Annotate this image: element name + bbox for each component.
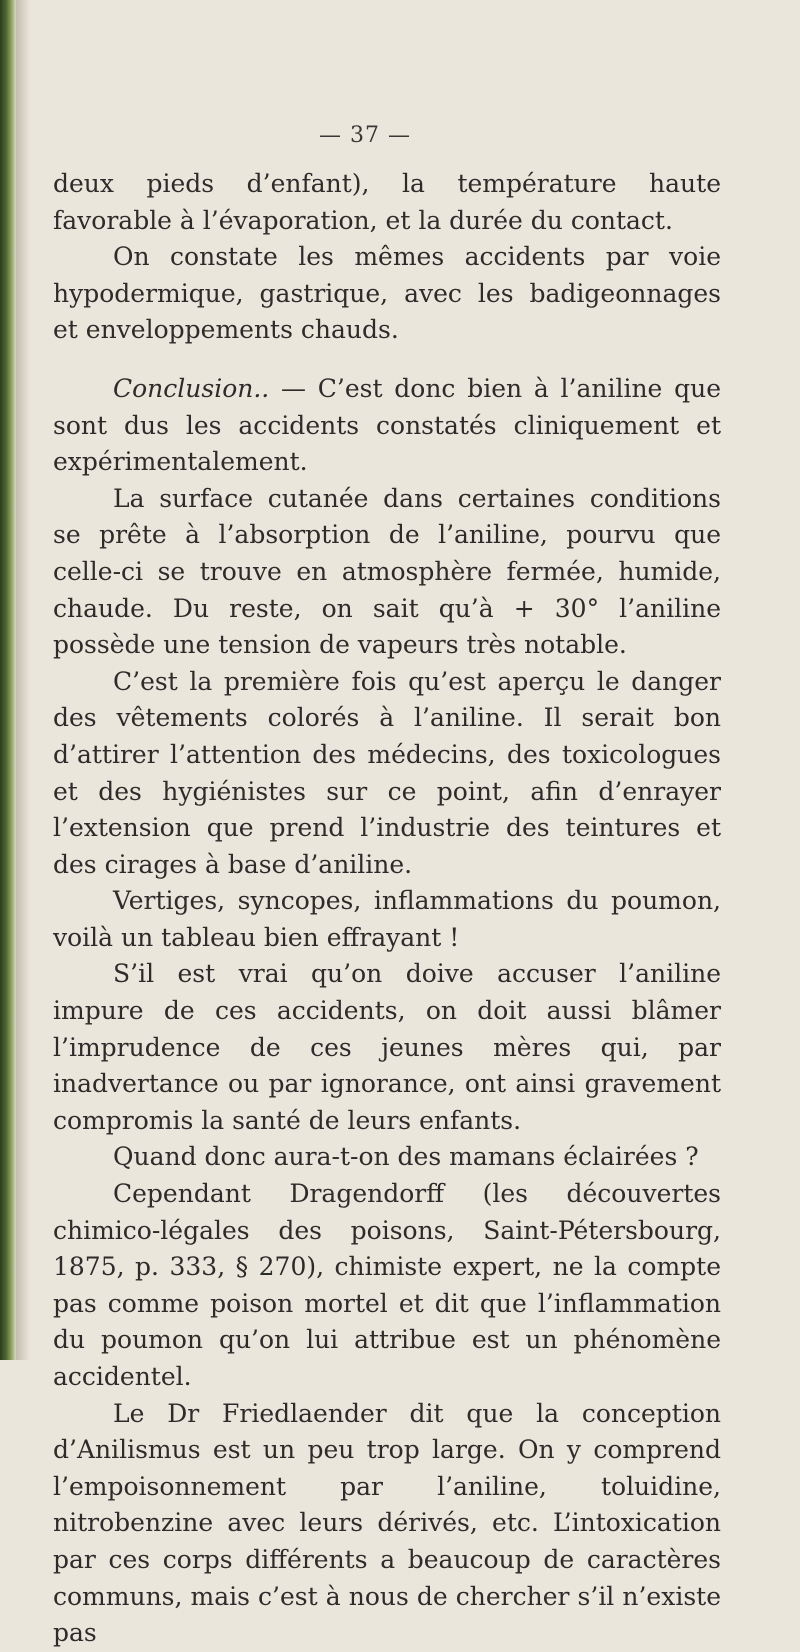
page-number: — 37 — — [319, 123, 411, 148]
conclusion-heading: Conclusion.. — [113, 373, 270, 403]
paragraph-friedlaender: Le Dr Friedlaender dit que la conception d’Anilismus est un peu trop large. On y comprend l’empoisonnement par l’aniline, toluidine, nitrobenzine avec leurs dérivés, etc. L’intoxication par ces corps différents a beaucoup de caractères communs, mais c’est à nous de chercher s’il n’existe pas — [53, 1398, 721, 1648]
body-text — [53, 166, 721, 1652]
paragraph-hypodermic: On constate les mêmes accidents par voie hypodermique, gastrique, avec les badigeonnages et enveloppements chauds. — [53, 242, 721, 345]
paragraph-question: Quand donc aura-t-on des mamans éclairées ? — [113, 1142, 699, 1172]
paragraph-danger: C’est la première fois qu’est aperçu le danger des vêtements colorés à l’aniline. Il serait bon d’attirer l’attention des médecins, des toxicologues et des hygiénistes sur ce point, afin d’enrayer l’extension que prend l’industrie des teintures et des cirages à base d’aniline. — [53, 666, 721, 879]
paragraph-imprudence: S’il est vrai qu’on doive accuser l’aniline impure de ces accidents, on doit aussi blâmer l’imprudence de ces jeunes mères qui, par inadvertance ou par ignorance, ont ainsi gravement compromis la santé de leurs enfants. — [53, 959, 721, 1135]
paragraph-dragendorff: Cependant Dragendorff (les découvertes chimico-légales des poisons, Saint-Pétersbourg, 1875, p. 333, § 270), chimiste expert, ne la compte pas comme poison mortel et dit que l’inflammation du poumon qu’on lui attribue est un phénomène accidentel. — [53, 1179, 721, 1391]
paragraph-absorption: La surface cutanée dans certaines conditions se prête à l’absorption de l’aniline, pourvu que celle-ci se trouve en atmosphère fermée, humide, chaude. Du reste, on sait qu’à + 30° l’aniline possède une tension de vapeurs très notable. — [53, 483, 721, 660]
paragraph-continuation: deux pieds d’enfant), la température haute favorable à l’évaporation, et la durée du contact. — [53, 169, 721, 235]
paragraph-conclusion — [53, 371, 721, 481]
paragraph-symptoms: Vertiges, syncopes, inflammations du poumon, voilà un tableau bien effrayant ! — [53, 886, 721, 952]
conclusion-text: — C’est donc bien à l’aniline que sont dus les accidents constatés cliniquement et expérimentalement. — [53, 373, 721, 477]
